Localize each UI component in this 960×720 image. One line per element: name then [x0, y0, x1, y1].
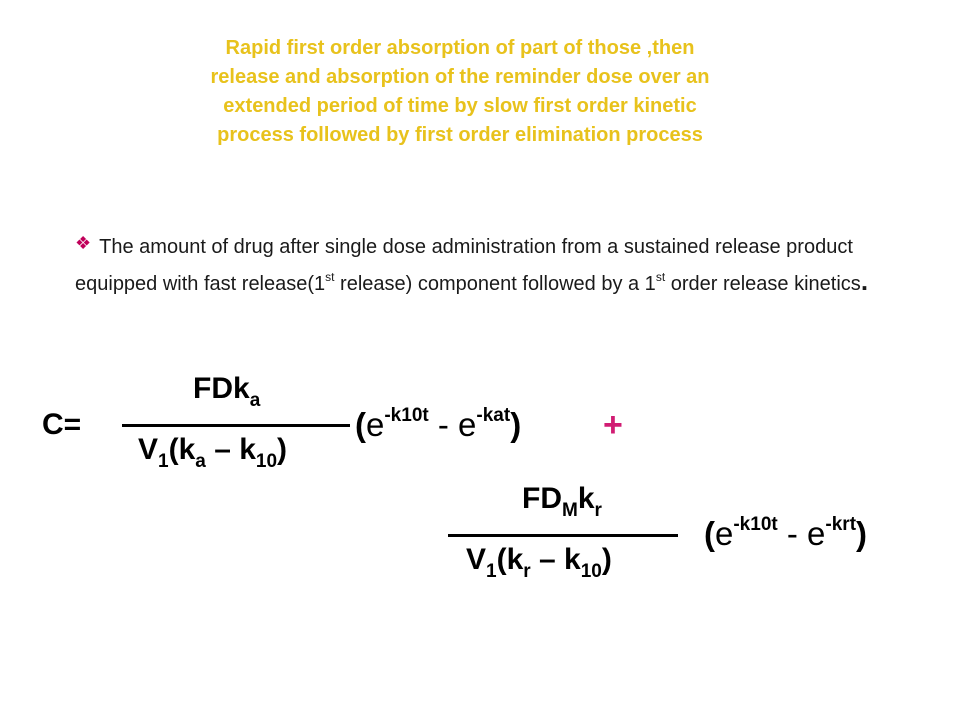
- term1-denominator: [138, 433, 288, 472]
- exp-open: (: [355, 406, 366, 443]
- num-text: FD: [522, 482, 562, 515]
- term1-fraction-bar: [122, 424, 350, 427]
- num-text: FDk: [193, 372, 250, 405]
- term1-numerator: [193, 372, 261, 411]
- term2-numerator: [522, 482, 602, 521]
- den-minus: – k: [530, 543, 581, 576]
- slide-heading: [110, 34, 810, 150]
- superscript-st: st: [325, 270, 335, 284]
- den-close: ): [601, 543, 612, 576]
- heading-line: Rapid first order absorption of part of those ,then: [225, 37, 695, 59]
- den-k-subscript: a: [195, 451, 206, 472]
- heading-line: extended period of time by slow first order kinetic: [223, 95, 697, 117]
- bullet-text-2: release) component followed by a 1: [334, 273, 656, 295]
- exp-e1: e: [715, 515, 734, 552]
- exp-close: ): [856, 515, 868, 552]
- term2-fraction-bar: [448, 534, 678, 537]
- exp-e1: e: [366, 406, 385, 443]
- bullet-paragraph: [75, 230, 895, 301]
- diamond-bullet-icon: ❖: [75, 233, 92, 253]
- superscript-st: st: [655, 270, 666, 284]
- term1-exponential: [355, 406, 521, 444]
- exp-sup2: -kat: [476, 405, 511, 426]
- den-k2-subscript: 10: [580, 561, 602, 582]
- exp-sup1: -k10t: [733, 514, 778, 535]
- num-subscript: a: [249, 390, 261, 411]
- num-subscript-r: r: [594, 500, 602, 521]
- den-v: V: [138, 433, 159, 466]
- exp-sup1: -k10t: [384, 405, 429, 426]
- heading-line: release and absorption of the reminder dose over an: [210, 66, 710, 88]
- exp-open: (: [704, 515, 715, 552]
- bullet-period: .: [860, 266, 869, 296]
- exp-sup2: -krt: [825, 514, 857, 535]
- bullet-text-1: The amount of drug after single dose administration from a sustained release product equipped with fast release(1: [75, 236, 853, 295]
- den-minus: – k: [205, 433, 256, 466]
- den-k2-subscript: 10: [255, 451, 278, 472]
- equation-lhs: C=: [42, 408, 82, 441]
- num-subscript-m: M: [562, 500, 578, 521]
- term2-exponential: [704, 515, 867, 553]
- exp-close: ): [510, 406, 522, 443]
- den-open: (k: [496, 543, 524, 576]
- den-v-subscript: 1: [158, 451, 169, 472]
- exp-minus: -: [428, 406, 459, 443]
- den-open: (k: [168, 433, 196, 466]
- term2-denominator: [466, 543, 612, 582]
- heading-line: process followed by first order elimination process: [217, 124, 703, 146]
- bullet-text-3: order release kinetics: [665, 273, 861, 295]
- den-v: V: [466, 543, 487, 576]
- den-v-subscript: 1: [486, 561, 497, 582]
- num-k: k: [577, 482, 595, 515]
- den-k-subscript: r: [523, 561, 531, 582]
- plus-sign: +: [603, 406, 623, 444]
- den-close: ): [277, 433, 288, 466]
- exp-e2: e: [807, 515, 826, 552]
- exp-e2: e: [458, 406, 477, 443]
- exp-minus: -: [777, 515, 808, 552]
